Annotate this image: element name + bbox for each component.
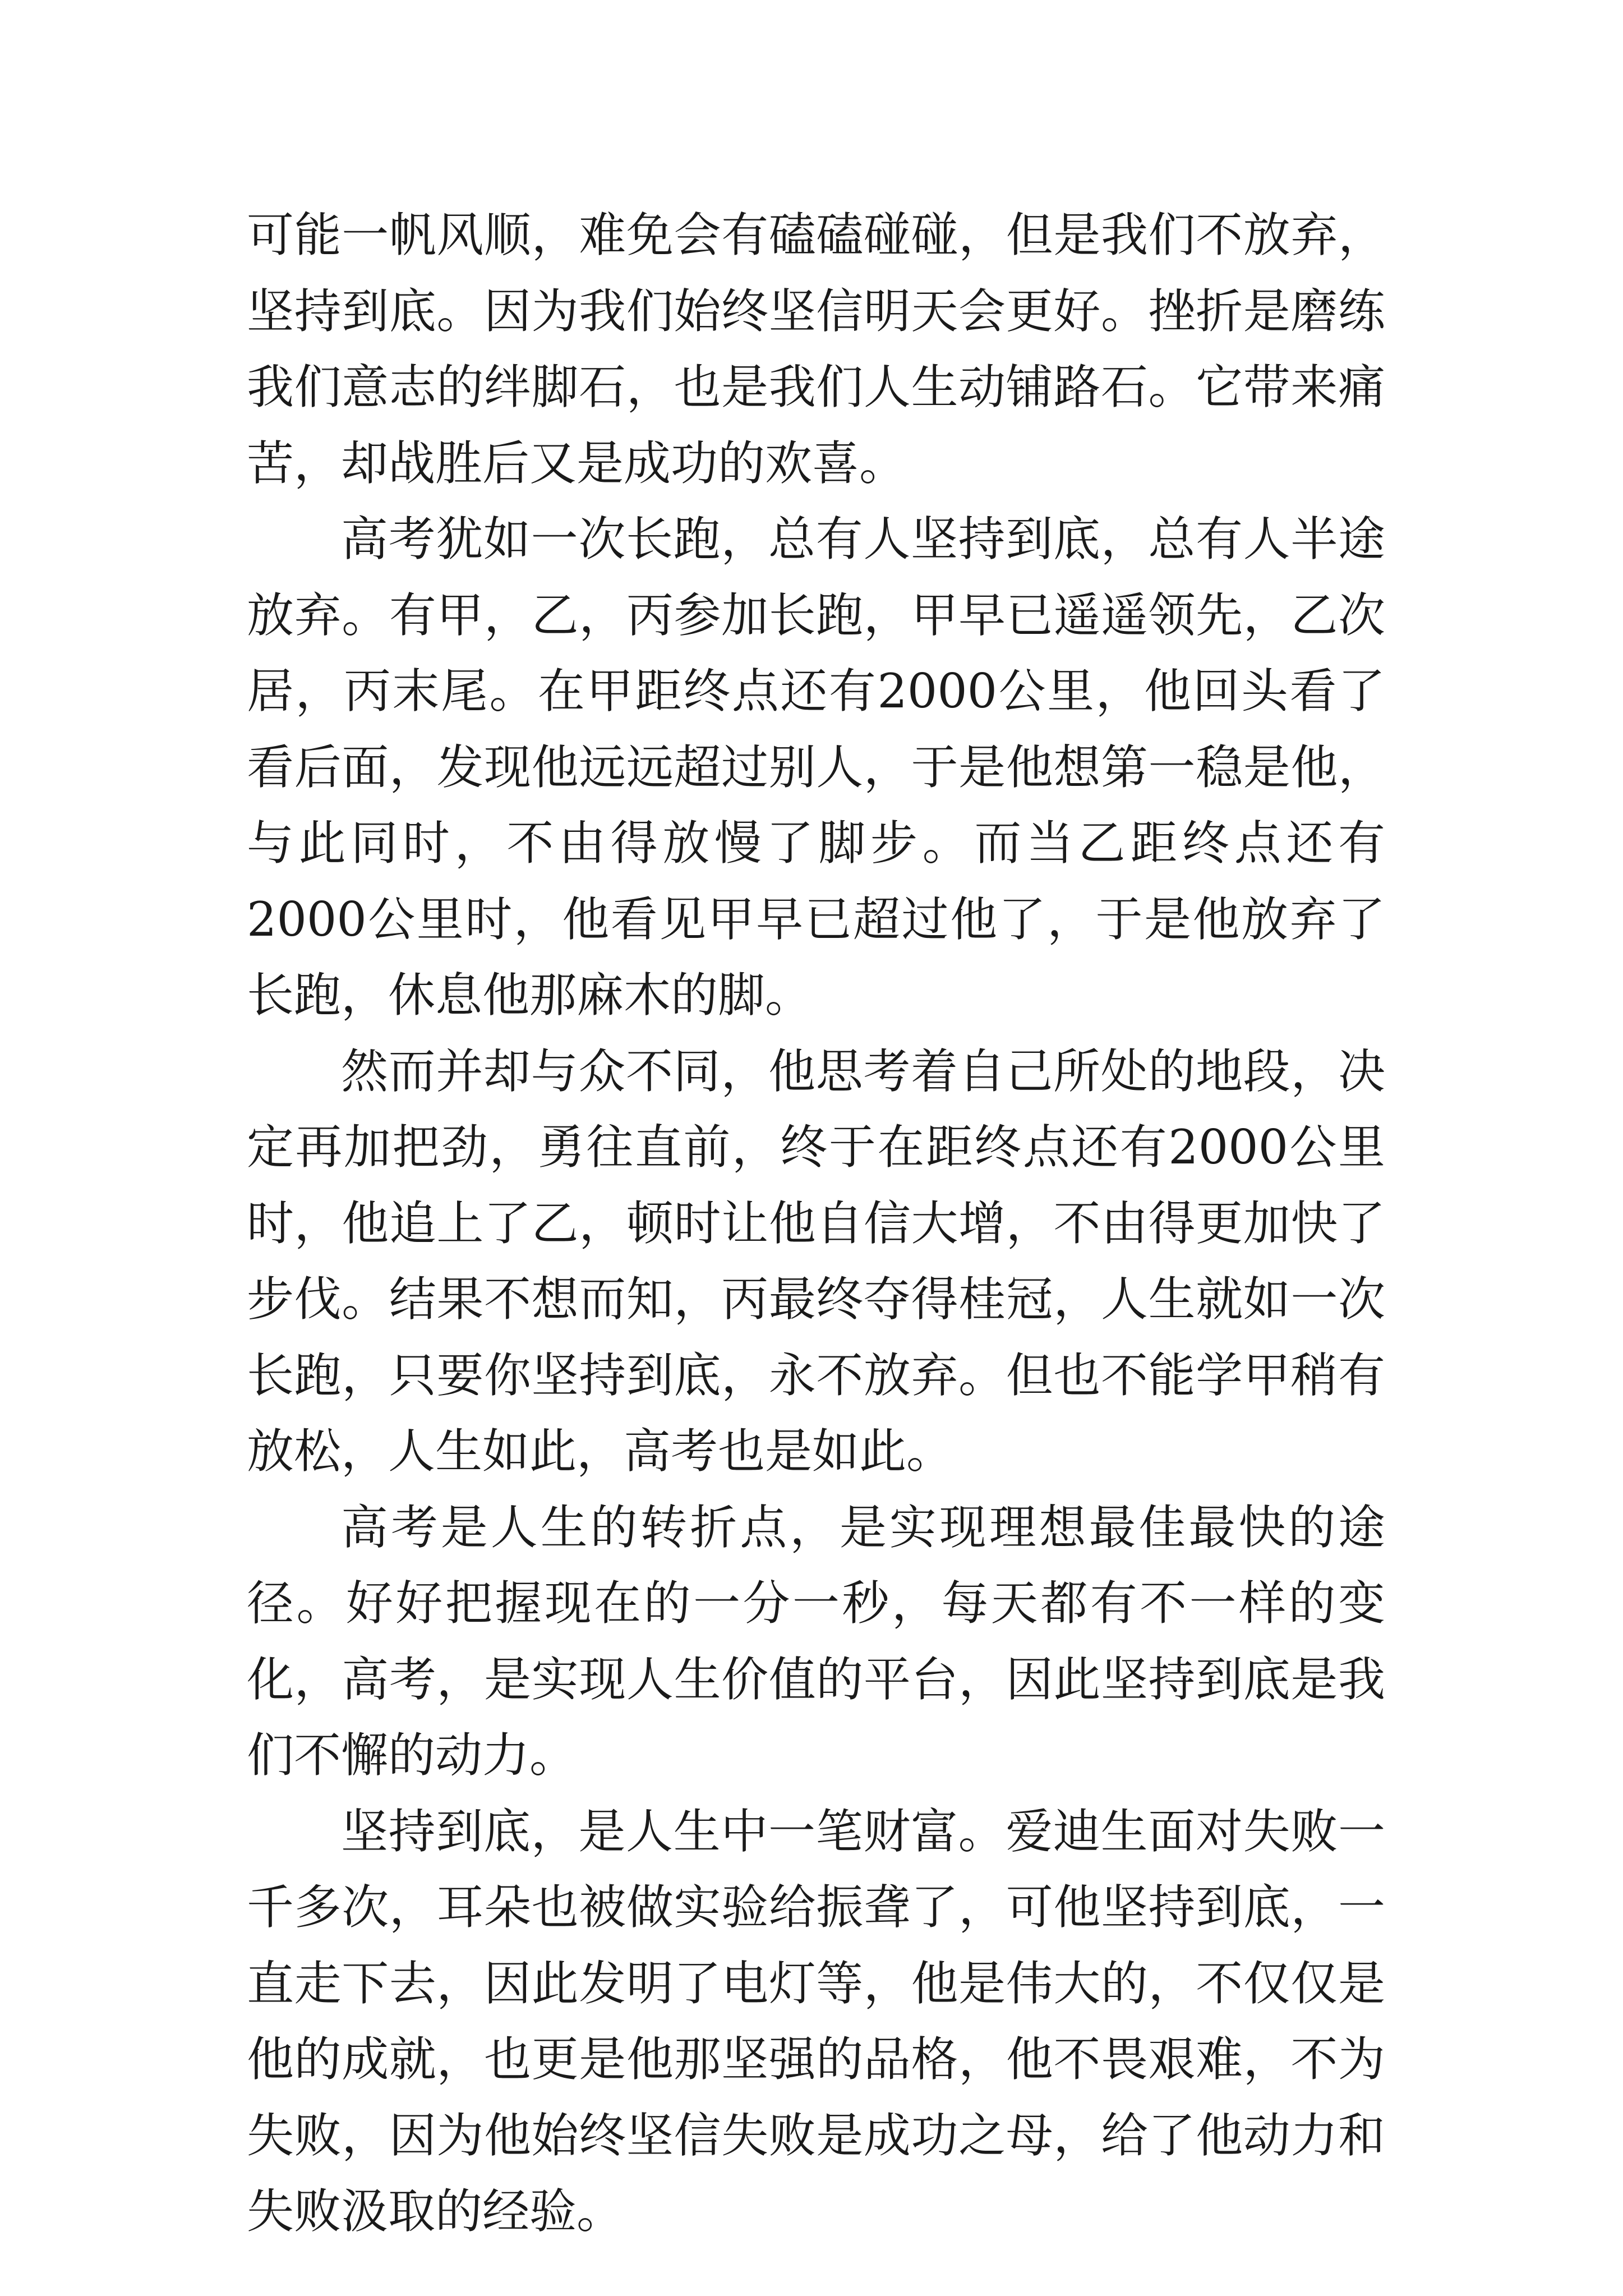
paragraph-2: 高考犹如一次长跑，总有人坚持到底，总有人半途放弃。有甲，乙，丙参加长跑，甲早已遥遥领先，乙次居，丙末尾。在甲距终点还有2000公里，他回头看了看后面，发现他远远超过别人，于是他想第一稳是他，与此同时，不由得放慢了脚步。而当乙距终点还有2000公里时，他看见甲早已超过他了，于是他放弃了长跑，休息他那麻木的脚。 [247, 512, 1385, 1023]
paragraph-4: 高考是人生的转折点，是实现理想最佳最快的途径。好好把握现在的一分一秒，每天都有不一样的变化，高考，是实现人生价值的平台，因此坚持到底是我们不懈的动力。 [247, 1499, 1385, 1783]
paragraph-3: 然而并却与众不同，他思考着自己所处的地段，决定再加把劲，勇往直前，终于在距终点还有2000公里时，他追上了乙，顿时让他自信大增，不由得更加快了步伐。结果不想而知，丙最终夺得桂冠，人生就如一次长跑，只要你坚持到底，永不放弃。但也不能学甲稍有放松，人生如此，高考也是如此。 [247, 1043, 1385, 1479]
paragraph-5: 坚持到底，是人生中一笔财富。爱迪生面对失败一千多次，耳朵也被做实验给振聋了，可他坚持到底，一直走下去，因此发明了电灯等，他是伟大的，不仅仅是他的成就，也更是他那坚强的品格，他不畏艰难，不为失败，因为他始终坚信失败是成功之母，给了他动力和失败汲取的经验。 [247, 1803, 1385, 2239]
body-text [247, 197, 1385, 2250]
paragraph-1: 可能一帆风顺，难免会有磕磕碰碰，但是我们不放弃，坚持到底。因为我们始终坚信明天会更好。挫折是磨练我们意志的绊脚石，也是我们人生动铺路石。它带来痛苦，却战胜后又是成功的欢喜。 [247, 208, 1385, 491]
